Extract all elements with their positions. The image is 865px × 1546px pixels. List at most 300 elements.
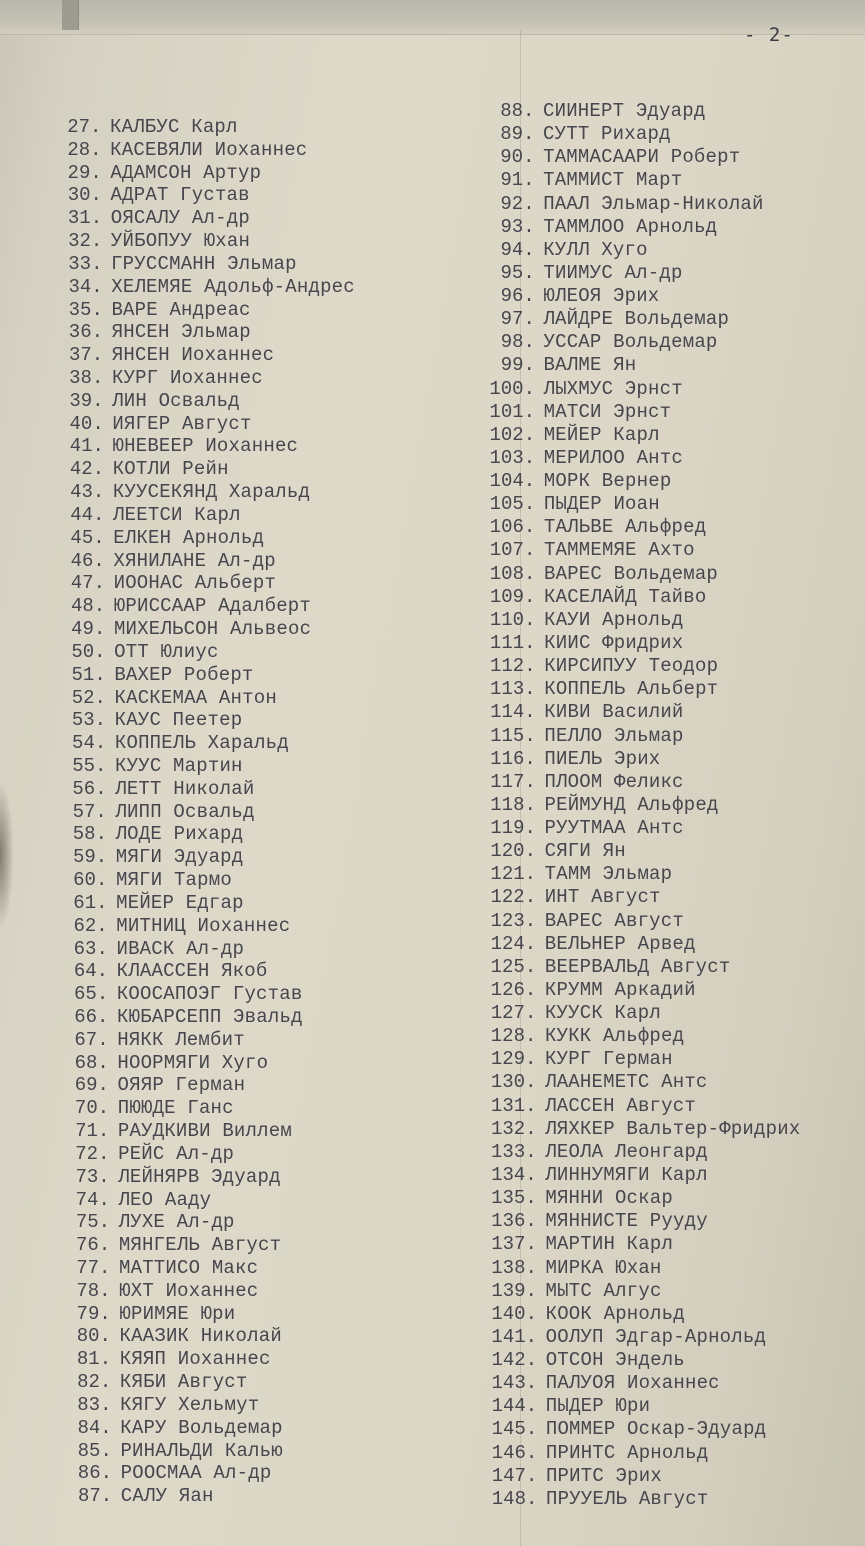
- entry-name: КУЛЛ Хуго: [543, 238, 648, 261]
- entry-dot: .: [99, 1371, 112, 1394]
- entry-number: 58: [72, 823, 96, 846]
- entry-name: ХЕЛЕМЯЕ Адольф-Андрес: [111, 275, 355, 298]
- entry-name: ЛАССЕН Август: [545, 1094, 696, 1117]
- entry-dot: .: [99, 1257, 111, 1279]
- entry-dot: .: [524, 608, 536, 631]
- list-entry: [464, 539, 695, 561]
- entry-dot: .: [92, 481, 105, 504]
- entry-name: МАРТИН Карл: [545, 1233, 674, 1256]
- entry-dot: .: [96, 960, 109, 983]
- list-entry: [464, 586, 706, 608]
- entry-number: 104: [489, 470, 524, 493]
- entry-number: 61: [73, 891, 97, 914]
- entry-name: КООК Арнольд: [545, 1302, 685, 1325]
- entry-name: МЯГИ Эдуард: [115, 846, 244, 869]
- entry-number: 73: [75, 1165, 99, 1188]
- entry-name: ЛЕТТ Николай: [115, 777, 255, 800]
- entry-number: 93: [500, 215, 524, 238]
- entry-name: ЛОДЕ Рихард: [115, 823, 244, 846]
- entry-name: КУУСК Карл: [544, 1002, 661, 1025]
- entry-dot: .: [523, 261, 535, 284]
- entry-dot: .: [523, 238, 535, 261]
- entry-name: ТАЛЬВЕ Альфред: [543, 516, 707, 539]
- entry-name: ЛЕЕТСИ Карл: [113, 503, 241, 526]
- entry-dot: .: [93, 526, 105, 549]
- entry-dot: .: [95, 800, 107, 823]
- entry-number: 82: [77, 1371, 100, 1394]
- entry-name: КАЛБУС Карл: [110, 116, 238, 138]
- entry-number: 121: [490, 863, 525, 886]
- entry-name: ВЕЕРВАЛЬД Август: [544, 955, 731, 978]
- list-entry: [465, 956, 731, 978]
- entry-number: 49: [71, 618, 94, 641]
- entry-name: ТАММЛОО Арнольд: [543, 215, 718, 238]
- entry-number: 32: [68, 230, 91, 253]
- entry-dot: .: [525, 1094, 537, 1117]
- list-entry: [464, 493, 660, 515]
- entry-number: 59: [72, 846, 96, 869]
- entry-name: КАСЕЛАЙД Тайво: [544, 585, 707, 608]
- entry-dot: .: [95, 823, 107, 846]
- entry-name: ВАРЕС Август: [544, 909, 684, 932]
- list-entry: [465, 1210, 707, 1232]
- entry-name: ПАЛУОЯ Иоханнес: [545, 1372, 720, 1395]
- entry-number: 63: [73, 937, 97, 960]
- entry-dot: .: [99, 1325, 111, 1348]
- entry-dot: .: [91, 344, 104, 367]
- list-entry: [465, 1141, 707, 1163]
- entry-name: СИИНЕРТ Эдуард: [543, 100, 706, 122]
- entry-name: КИРСИПУУ Теодор: [544, 655, 719, 678]
- entry-name: ООЛУП Эдгар-Арнольд: [545, 1325, 767, 1348]
- entry-number: 78: [76, 1279, 100, 1302]
- entry-dot: .: [93, 595, 106, 618]
- list-entry: [466, 1257, 662, 1279]
- entry-name: КОППЕЛЬ Харальд: [114, 732, 289, 755]
- entry-dot: .: [523, 423, 536, 446]
- entry-name: МЯГИ Тармо: [115, 869, 232, 892]
- entry-dot: .: [92, 412, 104, 435]
- entry-number: 31: [67, 207, 91, 230]
- entry-name: КИВИ Василий: [544, 701, 684, 724]
- list-entry: [466, 1442, 708, 1464]
- entry-number: 100: [489, 377, 524, 400]
- entry-name: ТАММИСТ Март: [543, 169, 683, 192]
- entry-dot: .: [524, 909, 537, 932]
- entry-number: 118: [490, 793, 525, 816]
- entry-name: ПОММЕР Оскар-Эдуард: [545, 1418, 767, 1441]
- list-entry: [465, 1095, 696, 1117]
- entry-number: 119: [490, 817, 525, 840]
- entry-name: АДАМСОН Артур: [110, 161, 262, 184]
- entry-number: 134: [491, 1163, 526, 1186]
- list-entry: [464, 632, 683, 654]
- entry-number: 79: [76, 1302, 100, 1325]
- entry-dot: .: [525, 1325, 538, 1348]
- entry-name: КАРУ Вольдемар: [120, 1416, 283, 1439]
- entry-dot: .: [95, 846, 108, 869]
- entry-number: 40: [69, 412, 93, 435]
- entry-number: 39: [69, 389, 93, 412]
- entry-name: ПЫДЕР Иоан: [543, 493, 660, 516]
- entry-dot: .: [90, 230, 103, 253]
- entry-number: 57: [72, 800, 96, 823]
- entry-name: ЛААНЕМЕТС Антс: [545, 1071, 708, 1094]
- list-entry: [466, 1465, 662, 1487]
- entry-number: 144: [491, 1395, 526, 1418]
- entry-number: 133: [491, 1140, 526, 1163]
- entry-number: 37: [68, 344, 92, 367]
- entry-dot: .: [92, 435, 104, 458]
- entry-dot: .: [523, 285, 535, 308]
- entry-dot: .: [98, 1142, 110, 1165]
- entry-number: 83: [77, 1393, 101, 1416]
- entry-number: 113: [490, 678, 525, 701]
- entry-name: ЛИПП Освальд: [115, 800, 255, 823]
- entry-name: ПЕЛЛО Эльмар: [544, 724, 684, 747]
- entry-name: МИРКА Юхан: [545, 1256, 662, 1279]
- entry-dot: .: [523, 192, 535, 215]
- entry-number: 127: [490, 1002, 525, 1025]
- entry-number: 86: [77, 1462, 101, 1485]
- entry-number: 102: [489, 423, 524, 446]
- entry-name: КОППЕЛЬ Альберт: [544, 678, 719, 701]
- list-entry: [464, 609, 683, 631]
- entry-dot: .: [524, 863, 537, 886]
- entry-dot: .: [525, 1140, 537, 1163]
- entry-number: 65: [74, 983, 97, 1006]
- entry-name: МЯННИ Оскар: [545, 1187, 673, 1210]
- entry-number: 69: [74, 1074, 98, 1097]
- entry-name: ПИЕЛЬ Эрих: [544, 747, 661, 770]
- entry-dot: .: [93, 572, 105, 595]
- list-entry: [463, 193, 763, 215]
- entry-dot: .: [523, 123, 535, 146]
- entry-dot: .: [100, 1439, 112, 1462]
- entry-number: 111: [489, 631, 525, 654]
- entry-number: 108: [489, 562, 524, 585]
- entry-dot: .: [525, 1464, 538, 1487]
- entry-number: 46: [70, 549, 94, 572]
- list-entry: [463, 308, 729, 330]
- entry-dot: .: [526, 1487, 538, 1510]
- list-entry: [466, 1488, 708, 1510]
- list-entry: [465, 886, 661, 908]
- entry-dot: .: [525, 1210, 537, 1233]
- entry-dot: .: [523, 539, 536, 562]
- entry-number: 90: [500, 146, 524, 169]
- entry-dot: .: [98, 1165, 110, 1188]
- entry-dot: .: [100, 1393, 112, 1416]
- entry-name: МИХЕЛЬСОН Альвеос: [113, 618, 312, 641]
- entry-number: 146: [491, 1441, 526, 1464]
- entry-dot: .: [525, 1302, 537, 1325]
- entry-number: 71: [75, 1120, 98, 1143]
- entry-name: ОЯСАЛУ Ал-др: [110, 207, 250, 230]
- entry-dot: .: [524, 655, 536, 678]
- entry-dot: .: [92, 458, 105, 481]
- entry-number: 96: [500, 285, 524, 308]
- entry-number: 54: [72, 732, 95, 755]
- entry-number: 41: [69, 435, 93, 458]
- entry-number: 68: [74, 1051, 98, 1074]
- entry-number: 33: [68, 252, 92, 275]
- entry-dot: .: [523, 308, 535, 331]
- entry-name: ИЯГЕР Август: [112, 412, 252, 435]
- entry-name: РЕЙМУНД Альфред: [544, 793, 719, 816]
- entry-name: ЮРИССААР Адалберт: [113, 595, 311, 618]
- list-entry: [463, 285, 659, 307]
- entry-number: 103: [489, 446, 524, 469]
- list-entry: [465, 1002, 661, 1024]
- entry-name: ЮЛЕОЯ Эрих: [543, 285, 660, 308]
- entry-name: КАУС Пеетер: [114, 709, 243, 732]
- entry-dot: .: [524, 955, 537, 978]
- list-entry: [465, 1025, 684, 1047]
- entry-number: 124: [490, 932, 525, 955]
- entry-dot: .: [100, 1485, 113, 1508]
- entry-number: 115: [490, 724, 525, 747]
- entry-name: КЯБИ Август: [119, 1371, 248, 1394]
- entry-dot: .: [523, 169, 535, 192]
- entry-name: КОТЛИ Рейн: [112, 458, 229, 481]
- entry-number: 77: [76, 1257, 99, 1279]
- entry-name: ПЛООМ Феликс: [544, 770, 684, 793]
- entry-number: 112: [489, 655, 525, 678]
- entry-dot: .: [100, 1416, 112, 1439]
- entry-name: ЮХТ Иоханнес: [119, 1279, 259, 1302]
- entry-name: КИИС Фридрих: [544, 631, 684, 654]
- entry-dot: .: [523, 516, 536, 539]
- entry-number: 45: [70, 526, 94, 549]
- page-number: - 2-: [744, 24, 794, 46]
- entry-name: ПРУУЕЛЬ Август: [546, 1487, 709, 1510]
- entry-name: КООСАПОЭГ Густав: [116, 983, 303, 1006]
- list-entry: [466, 1372, 720, 1394]
- entry-dot: .: [525, 1395, 538, 1418]
- entry-number: 106: [489, 516, 524, 539]
- entry-number: 91: [500, 169, 524, 192]
- entry-name: ЛИННУМЯГИ Карл: [545, 1163, 708, 1186]
- entry-name: РООСМАА Ал-др: [120, 1462, 272, 1485]
- entry-name: ЕЛКЕН Арнольд: [113, 526, 265, 549]
- entry-dot: .: [525, 1233, 537, 1256]
- entry-number: 120: [490, 840, 525, 863]
- entry-dot: .: [96, 937, 108, 960]
- entry-name: НЯКК Лембит: [117, 1028, 245, 1051]
- entry-name: МЫТС Алгус: [545, 1279, 662, 1302]
- list-entry: [465, 817, 684, 839]
- entry-name: КУУСЕКЯНД Харальд: [112, 481, 311, 504]
- entry-dot: .: [525, 1048, 537, 1071]
- entry-number: 38: [69, 367, 92, 390]
- entry-number: 30: [67, 184, 91, 207]
- list-entry: [464, 470, 672, 492]
- entry-number: 80: [76, 1325, 100, 1348]
- entry-name: ПРИТС Эрих: [545, 1464, 662, 1487]
- entry-dot: .: [91, 367, 104, 390]
- list-entry: [463, 216, 717, 238]
- entry-name: ГРУССМАНН Эльмар: [111, 252, 297, 275]
- entry-name: ТИИМУС Ал-др: [543, 261, 683, 284]
- entry-number: 140: [491, 1302, 526, 1325]
- entry-number: 56: [72, 777, 96, 800]
- entry-dot: .: [525, 1163, 537, 1186]
- entry-name: ТАММЕМЯЕ Ахто: [543, 539, 695, 562]
- list-entry: [466, 1418, 766, 1440]
- entry-number: 42: [69, 458, 93, 481]
- entry-number: 130: [490, 1071, 526, 1094]
- entry-number: 141: [491, 1325, 526, 1348]
- entry-dot: .: [524, 585, 536, 608]
- entry-dot: .: [94, 663, 106, 686]
- list-entry: [465, 1187, 673, 1209]
- entry-dot: .: [91, 275, 103, 298]
- entry-number: 137: [491, 1233, 526, 1256]
- entry-number: 122: [490, 886, 525, 909]
- entry-name: КАСКЕМАА Антон: [114, 686, 277, 709]
- entry-dot: .: [95, 754, 107, 777]
- list-entry: [466, 1349, 685, 1371]
- entry-dot: .: [523, 215, 535, 238]
- list-entry: [464, 701, 683, 723]
- entry-number: 70: [74, 1097, 98, 1120]
- entry-dot: .: [90, 207, 103, 230]
- entry-dot: .: [524, 747, 536, 770]
- entry-name: МЕЙЕР Едгар: [116, 891, 244, 914]
- entry-name: ЯНСЕН Эльмар: [111, 321, 251, 344]
- entry-dot: .: [524, 932, 537, 955]
- list-entry: [464, 748, 660, 770]
- entry-number: 76: [76, 1234, 99, 1257]
- entry-number: 75: [75, 1211, 99, 1234]
- entry-dot: .: [97, 1051, 109, 1074]
- entry-dot: .: [525, 1117, 537, 1140]
- entry-name: НООРМЯГИ Хуго: [117, 1051, 269, 1074]
- entry-number: 35: [68, 298, 92, 321]
- entry-dot: .: [523, 331, 535, 354]
- entry-dot: .: [524, 562, 536, 585]
- entry-number: 145: [491, 1418, 526, 1441]
- entry-number: 116: [490, 747, 525, 770]
- entry-dot: .: [91, 298, 103, 321]
- entry-name: ЛЫХМУС Эрнст: [543, 377, 683, 400]
- entry-number: 125: [490, 955, 525, 978]
- entry-name: РИНАЛЬДИ Калью: [120, 1439, 283, 1462]
- list-entry: [464, 725, 683, 747]
- entry-name: ЛУХЕ Ал-др: [118, 1211, 235, 1234]
- entry-name: ЮРИМЯЕ Юри: [119, 1302, 236, 1325]
- entry-name: КЛААССЕН Якоб: [116, 960, 268, 983]
- entry-number: 142: [491, 1349, 526, 1372]
- list-entry: [465, 910, 684, 932]
- entry-number: 117: [490, 770, 525, 793]
- entry-dot: .: [525, 1256, 537, 1279]
- entry-number: 28: [67, 138, 91, 161]
- entry-number: 47: [70, 572, 94, 595]
- entry-dot: .: [524, 1002, 537, 1025]
- entry-dot: .: [98, 1211, 111, 1234]
- entry-dot: .: [99, 1348, 112, 1371]
- entry-dot: .: [523, 446, 536, 469]
- entry-name: ЛИН Освальд: [112, 389, 240, 412]
- list-entry: [463, 146, 740, 168]
- entry-number: 50: [71, 640, 95, 663]
- entry-dot: .: [523, 354, 535, 377]
- entry-dot: .: [90, 138, 102, 161]
- entry-dot: .: [90, 184, 102, 207]
- entry-name: ИНТ Август: [544, 886, 661, 909]
- entry-number: 55: [72, 754, 96, 777]
- entry-name: ЛЕО Ааду: [118, 1188, 212, 1211]
- entry-name: КЮБАРСЕПП Эвальд: [117, 1005, 303, 1028]
- list-entry: [464, 331, 718, 353]
- entry-dot: .: [97, 1028, 109, 1051]
- entry-dot: .: [524, 793, 536, 816]
- entry-number: 62: [73, 914, 97, 937]
- entry-number: 105: [489, 493, 524, 516]
- entry-number: 128: [490, 1025, 525, 1048]
- entry-name: КУУС Мартин: [115, 754, 243, 777]
- entry-number: 88: [500, 100, 523, 122]
- entry-name: ВЕЛЬНЕР Арвед: [544, 932, 696, 955]
- entry-number: 34: [68, 275, 92, 298]
- entry-number: 81: [76, 1348, 100, 1371]
- entry-dot: .: [523, 493, 536, 516]
- entry-name: ЛЯХКЕР Вальтер-Фридрих: [545, 1117, 801, 1140]
- entry-number: 138: [491, 1256, 526, 1279]
- entry-name: ВАЛМЕ Ян: [543, 354, 637, 377]
- entry-dot: .: [523, 377, 535, 400]
- entry-dot: .: [98, 1234, 111, 1257]
- list-entry: [463, 123, 671, 145]
- entry-dot: .: [525, 1418, 538, 1441]
- list-entry: [466, 1303, 685, 1325]
- entry-name: РУУТМАА Антс: [544, 817, 684, 840]
- list-entry: [465, 794, 719, 816]
- entry-dot: .: [97, 1005, 109, 1028]
- entry-dot: .: [524, 678, 536, 701]
- entry-dot: .: [90, 161, 102, 184]
- entry-dot: .: [94, 732, 107, 755]
- entry-number: 131: [490, 1094, 526, 1117]
- entry-number: 92: [500, 192, 524, 215]
- entry-number: 43: [70, 481, 93, 504]
- list-entry: [465, 1118, 800, 1140]
- entry-number: 107: [489, 539, 524, 562]
- entry-dot: .: [93, 618, 106, 641]
- entry-number: 44: [70, 503, 94, 526]
- entry-number: 129: [490, 1048, 526, 1071]
- entry-name: КАСЕВЯЛИ Иоханнес: [110, 138, 308, 161]
- entry-dot: .: [97, 1120, 110, 1143]
- entry-dot: .: [524, 817, 536, 840]
- list-entry: [465, 933, 696, 955]
- entry-number: 74: [75, 1188, 99, 1211]
- entry-number: 123: [490, 909, 525, 932]
- entry-dot: .: [91, 321, 104, 344]
- list-entry: [463, 239, 647, 261]
- entry-dot: .: [525, 1372, 538, 1395]
- entry-number: 85: [77, 1439, 101, 1462]
- entry-number: 110: [489, 608, 525, 631]
- entry-number: 48: [70, 595, 94, 618]
- entry-name: МЕЙЕР Карл: [543, 423, 660, 446]
- entry-dot: .: [97, 1074, 109, 1097]
- list-entry: [463, 100, 705, 122]
- entry-number: 97: [500, 308, 524, 331]
- entry-number: 143: [491, 1372, 526, 1395]
